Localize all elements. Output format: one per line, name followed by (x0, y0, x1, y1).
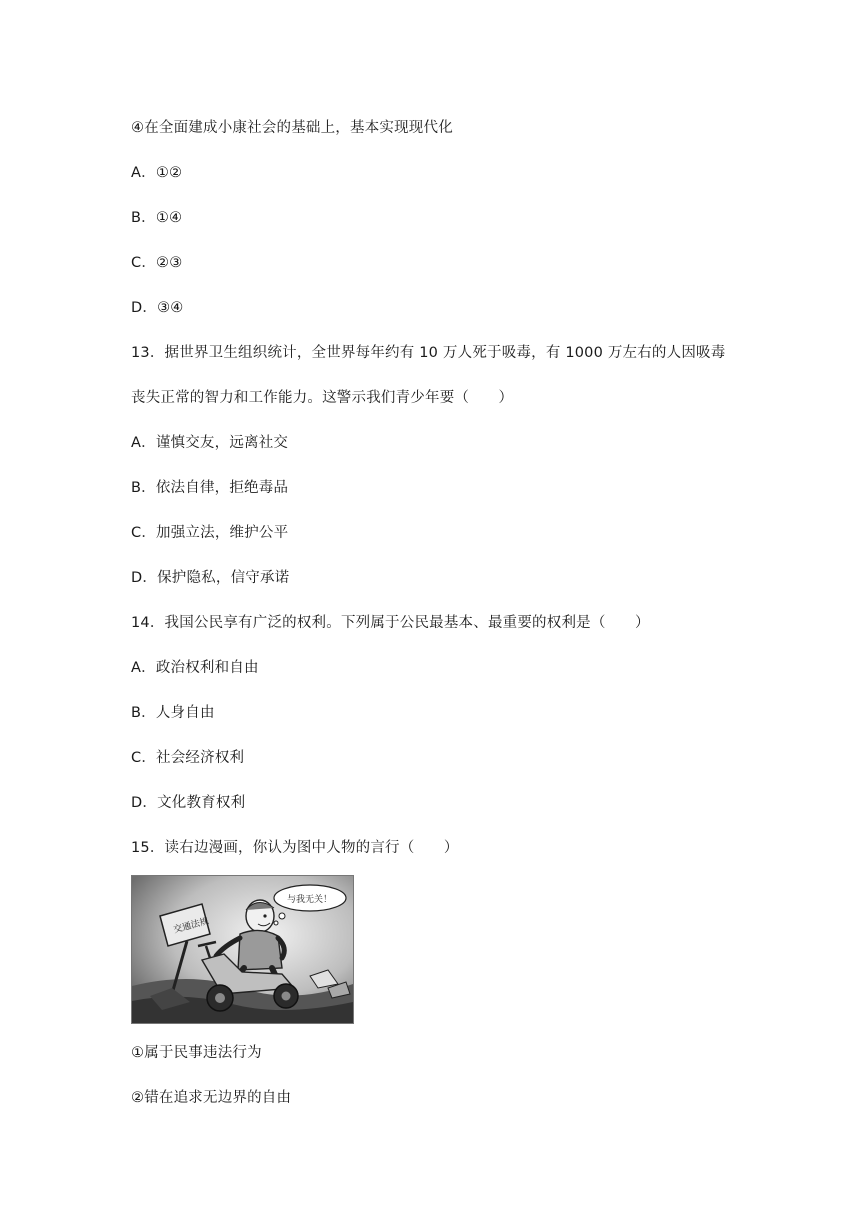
q15-cartoon-image (131, 875, 354, 1024)
q12-option-d[interactable]: D．③④ (131, 300, 184, 316)
q14-option-d[interactable]: D．文化教育权利 (131, 795, 246, 811)
q14-option-c[interactable]: C．社会经济权利 (131, 750, 245, 766)
bubble-text: 与我无关！ (287, 895, 333, 905)
sign-text: 交通法规 (172, 916, 210, 936)
q13-option-d[interactable]: D．保护隐私，信守承诺 (131, 570, 290, 586)
q13-option-c[interactable]: C．加强立法，维护公平 (131, 525, 289, 541)
q15-item-2: ②错在追求无边界的自由 (131, 1090, 292, 1106)
q15-item-1: ①属于民事违法行为 (131, 1045, 262, 1061)
q14-option-a[interactable]: A．政治权利和自由 (131, 660, 259, 676)
q12-option-a[interactable]: A．①② (131, 165, 183, 181)
statement-4: ④在全面建成小康社会的基础上，基本实现现代化 (131, 120, 453, 136)
q14-option-b[interactable]: B．人身自由 (131, 705, 215, 721)
q13-stem-line2: 丧失正常的智力和工作能力。这警示我们青少年要（ ） (131, 390, 514, 406)
q15-stem: 15．读右边漫画，你认为图中人物的言行（ ） (131, 840, 459, 856)
q12-option-c[interactable]: C．②③ (131, 255, 183, 271)
q12-option-b[interactable]: B．①④ (131, 210, 183, 226)
q13-stem-line1: 13．据世界卫生组织统计，全世界每年约有 10 万人死于吸毒，有 1000 万左右的人因吸毒 (131, 345, 726, 361)
q13-option-a[interactable]: A．谨慎交友，远离社交 (131, 435, 289, 451)
q14-stem: 14．我国公民享有广泛的权利。下列属于公民最基本、最重要的权利是（ ） (131, 615, 650, 631)
q13-option-b[interactable]: B．依法自律，拒绝毒品 (131, 480, 289, 496)
